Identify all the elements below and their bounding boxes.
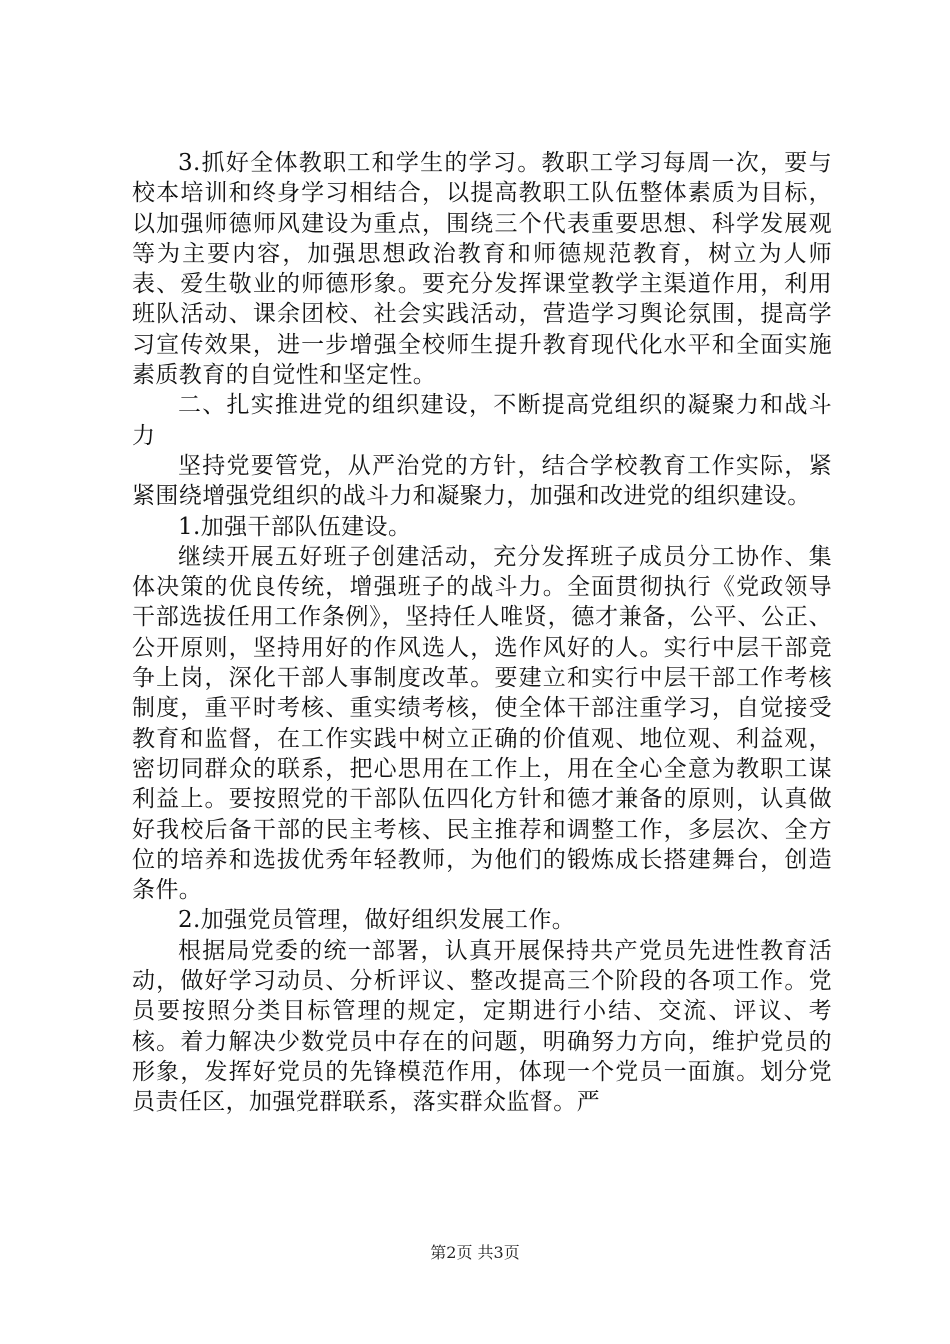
paragraph-members: 根据局党委的统一部署，认真开展保持共产党员先进性教育活动，做好学习动员、分析评议、整改提高三个阶段的各项工作。党员要按照分类目标管理的规定，定期进行小结、交流、评议、考核。着力解决少数党员中存在的问题，明确努力方向，维护党员的形象，发挥好党员的先锋模范作用，体现一个党员一面旗。划分党员责任区，加强党群联系，落实群众监督。严 xyxy=(132,937,832,1116)
subheading-members: 2.加强党员管理，做好组织发展工作。 xyxy=(178,907,576,934)
subheading-cadre: 1.加强干部队伍建设。 xyxy=(178,513,412,540)
document-body xyxy=(132,148,832,1118)
paragraph-organization-intro: 坚持党要管党，从严治党的方针，结合学校教育工作实际，紧紧围绕增强党组织的战斗力和凝聚力，加强和改进党的组织建设。 xyxy=(132,452,832,510)
page-footer: 第2页 共3页 xyxy=(430,1243,520,1262)
paragraph-study: 3.抓好全体教职工和学生的学习。教职工学习每周一次，要与校本培训和终身学习相结合，以提高教职工队伍整体素质为目标，以加强师德师风建设为重点，围绕三个代表重要思想、科学发展观等为主要内容，加强思想政治教育和师德规范教育，树立为人师表、爱生敬业的师德形象。要充分发挥课堂教学主渠道作用，利用班队活动、课余团校、社会实践活动，营造学习舆论氛围，提高学习宣传效果，进一步增强全校师生提升教育现代化水平和全面实施素质教育的自觉性和坚定性。 xyxy=(132,150,832,389)
section-heading-organization: 二、扎实推进党的组织建设，不断提高党组织的凝聚力和战斗力 xyxy=(132,392,832,449)
paragraph-cadre: 继续开展五好班子创建活动，充分发挥班子成员分工协作、集体决策的优良传统，增强班子的战斗力。全面贯彻执行《党政领导干部选拔任用工作条例》，坚持任人唯贤，德才兼备，公平、公正、公开原则，坚持用好的作风选人，选作风好的人。实行中层干部竞争上岗，深化干部人事制度改革。要建立和实行中层干部工作考核制度，重平时考核、重实绩考核，使全体干部注重学习，自觉接受教育和监督，在工作实践中树立正确的价值观、地位观、利益观，密切同群众的联系，把心思用在工作上，用在全心全意为教职工谋利益上。要按照党的干部队伍四化方针和德才兼备的原则，认真做好我校后备干部的民主考核、民主推荐和调整工作，多层次、全方位的培养和选拔优秀年轻教师，为他们的锻炼成长搭建舞台，创造条件。 xyxy=(132,543,832,904)
